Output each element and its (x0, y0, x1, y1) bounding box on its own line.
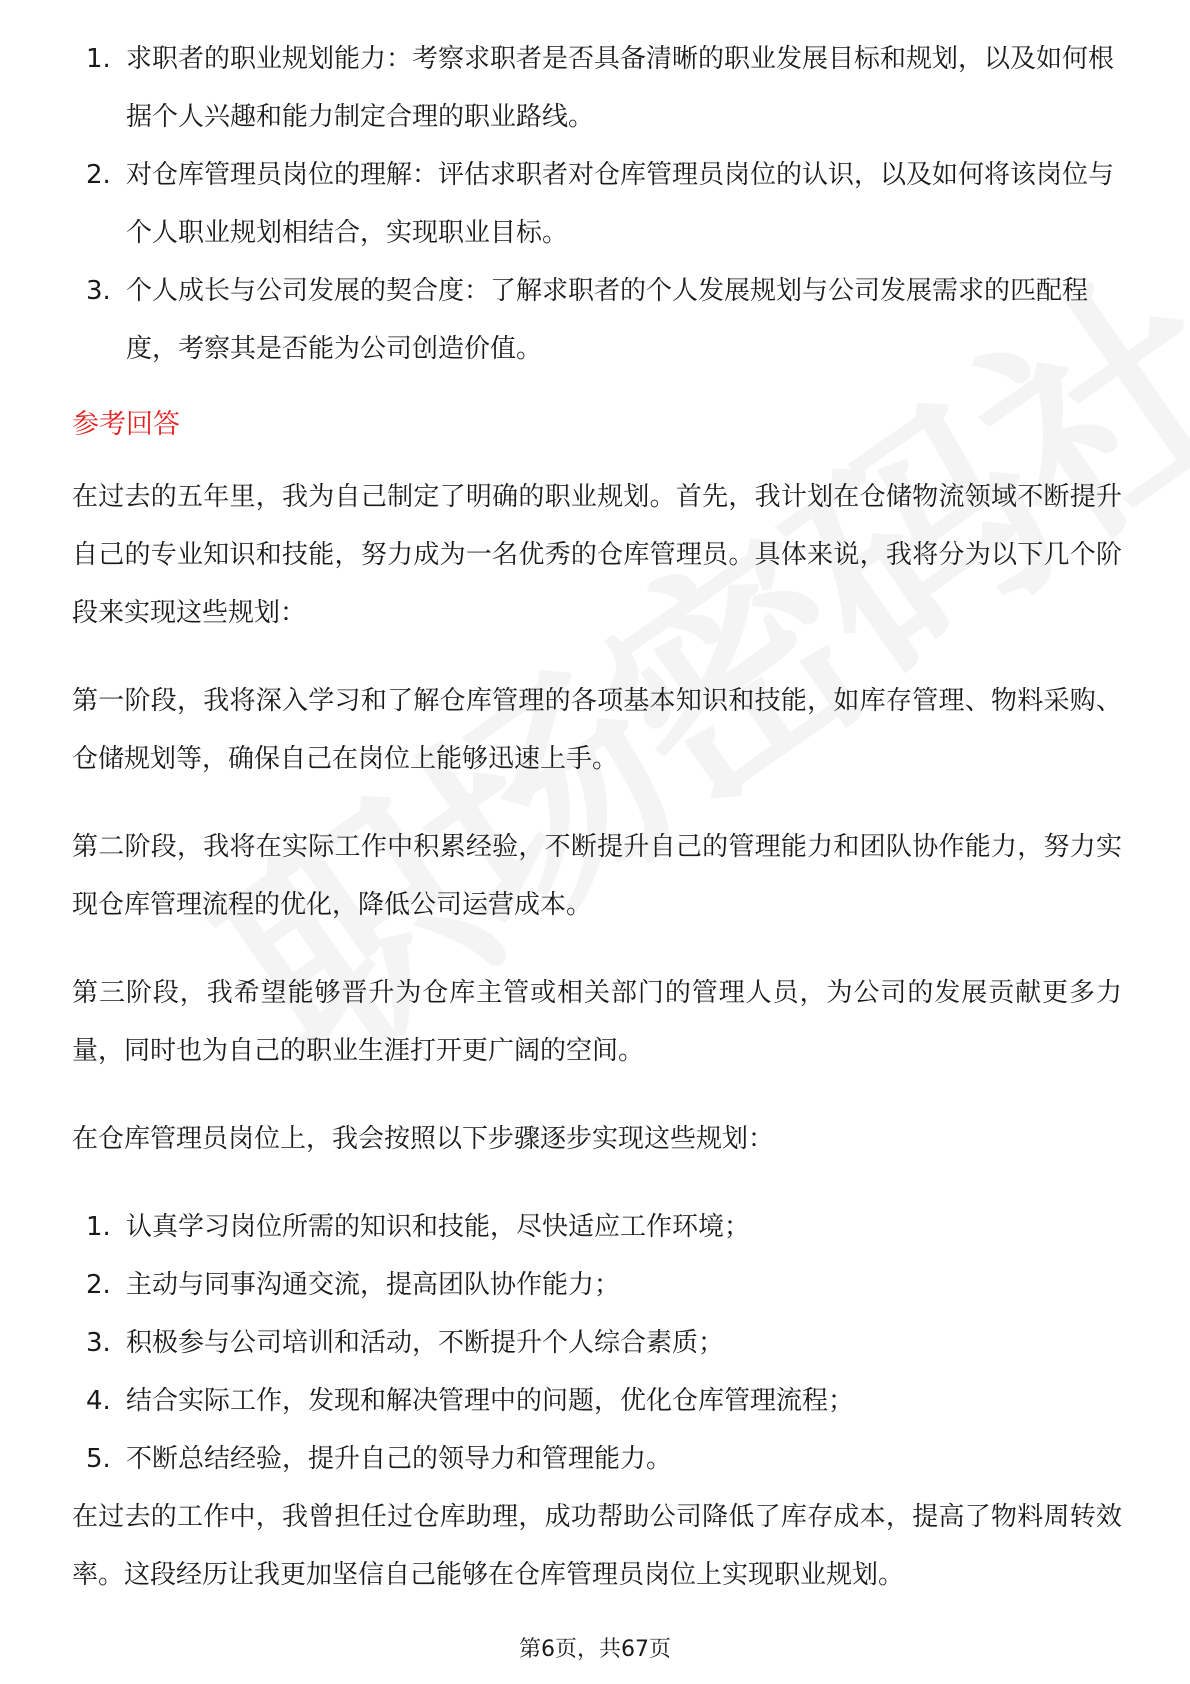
steps-list (72, 1198, 1122, 1488)
paragraph: 第三阶段，我希望能够晋升为仓库主管或相关部门的管理人员，为公司的发展贡献更多力量，同时也为自己的职业生涯打开更广阔的空间。 (72, 978, 1122, 1066)
list-number: 3. (86, 276, 111, 306)
list-number: 1. (86, 1212, 111, 1242)
list-item-text: 求职者的职业规划能力：考察求职者是否具备清晰的职业发展目标和规划，以及如何根据个人兴趣和能力制定合理的职业路线。 (126, 44, 1115, 132)
paragraph: 在过去的五年里，我为自己制定了明确的职业规划。首先，我计划在仓储物流领域不断提升自己的专业知识和技能，努力成为一名优秀的仓库管理员。具体来说，我将分为以下几个阶段来实现这些规划： (72, 482, 1122, 628)
list-item-text: 不断总结经验，提升自己的领导力和管理能力。 (126, 1444, 673, 1474)
section-heading: 参考回答 (72, 409, 180, 440)
paragraph: 第二阶段，我将在实际工作中积累经验，不断提升自己的管理能力和团队协作能力，努力实现仓库管理流程的优化，降低公司运营成本。 (72, 832, 1122, 920)
list-item (72, 1372, 1122, 1430)
list-item (72, 1314, 1122, 1372)
list-number: 5. (86, 1444, 111, 1474)
list-item (72, 30, 1122, 146)
list-number: 3. (86, 1328, 111, 1358)
page-content (72, 30, 1122, 1634)
page-number-footer: 第6页，共67页 (519, 1637, 671, 1662)
list-item-text: 结合实际工作，发现和解决管理中的问题，优化仓库管理流程； (126, 1386, 855, 1416)
paragraph: 在仓库管理员岗位上，我会按照以下步骤逐步实现这些规划： (72, 1124, 775, 1154)
evaluation-points-list (72, 30, 1122, 378)
list-item-text: 积极参与公司培训和活动，不断提升个人综合素质； (126, 1328, 725, 1358)
list-number: 4. (86, 1386, 111, 1416)
paragraph: 在过去的工作中，我曾担任过仓库助理，成功帮助公司降低了库存成本，提高了物料周转效率。这段经历让我更加坚信自己能够在仓库管理员岗位上实现职业规划。 (72, 1502, 1122, 1590)
list-item (72, 1430, 1122, 1488)
list-item (72, 1198, 1122, 1256)
list-item-text: 对仓库管理员岗位的理解：评估求职者对仓库管理员岗位的认识，以及如何将该岗位与个人职业规划相结合，实现职业目标。 (126, 160, 1115, 248)
list-item-text: 个人成长与公司发展的契合度：了解求职者的个人发展规划与公司发展需求的匹配程度，考察其是否能为公司创造价值。 (126, 276, 1089, 364)
list-item (72, 146, 1122, 262)
list-item (72, 1256, 1122, 1314)
list-item-text: 认真学习岗位所需的知识和技能，尽快适应工作环境； (126, 1212, 751, 1242)
list-number: 1. (86, 44, 111, 74)
paragraph: 第一阶段，我将深入学习和了解仓库管理的各项基本知识和技能，如库存管理、物料采购、仓储规划等，确保自己在岗位上能够迅速上手。 (72, 686, 1122, 774)
list-number: 2. (86, 160, 111, 190)
list-item-text: 主动与同事沟通交流，提高团队协作能力； (126, 1270, 621, 1300)
list-item (72, 262, 1122, 378)
list-number: 2. (86, 1270, 111, 1300)
